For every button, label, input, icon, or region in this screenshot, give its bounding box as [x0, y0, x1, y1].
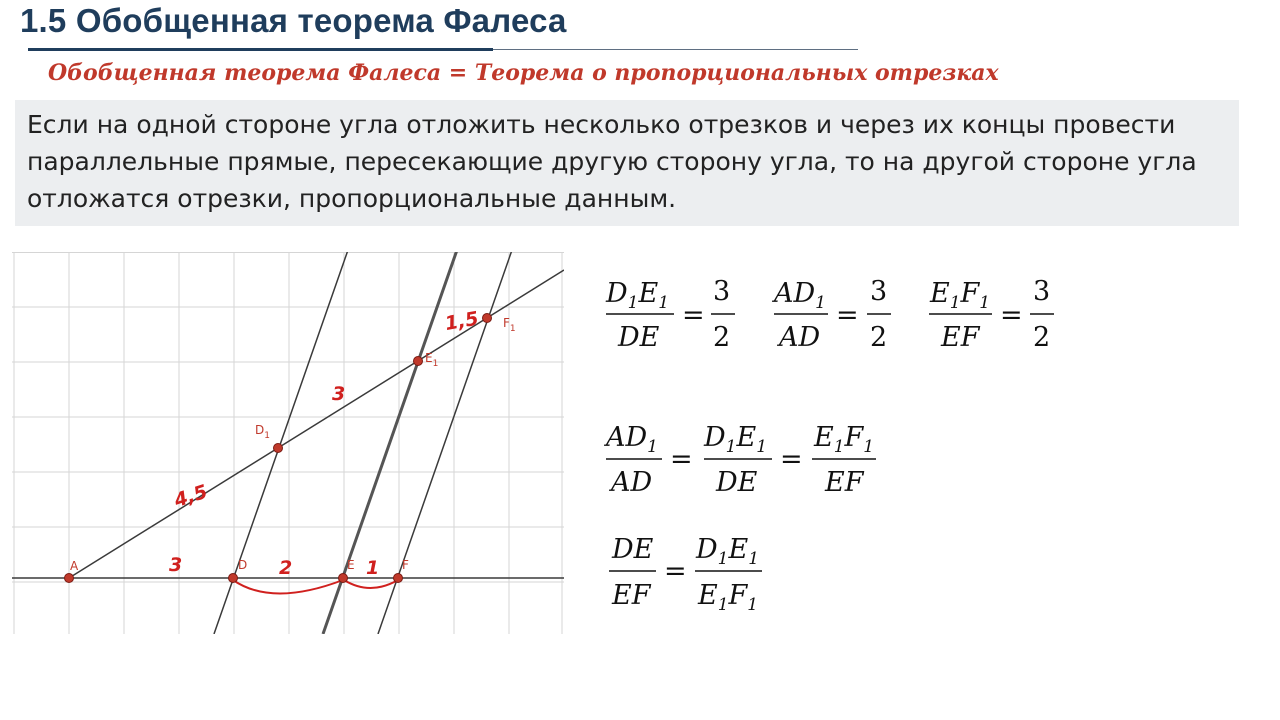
point-e [339, 574, 348, 583]
label-a: A [70, 559, 79, 573]
title-underline-thin [493, 49, 858, 50]
proportion-chain [603, 422, 876, 498]
svg-text:AD: AD [779, 322, 821, 353]
svg-text:DE: DE [716, 467, 758, 498]
slide-title: 1.5 Обобщенная теорема Фалеса [20, 2, 567, 39]
label-f: F [402, 558, 409, 572]
label-d1: $D_1$ [255, 423, 270, 441]
svg-text:2: 2 [870, 322, 888, 353]
svg-text:=: = [670, 444, 693, 475]
svg-text:=: = [1000, 300, 1023, 331]
svg-text:2: 2 [713, 322, 731, 353]
segment-ef-length: 1 [366, 557, 380, 579]
svg-text:=: = [836, 300, 859, 331]
svg-text:DE: DE [612, 534, 654, 565]
svg-text:AD1: $AD_1$ [774, 278, 826, 313]
label-d: D [238, 558, 248, 572]
svg-text:EF: EF [825, 467, 864, 498]
label-e: E [347, 558, 355, 572]
ratio-ad1-ad [771, 276, 891, 353]
ratio-de-ef [609, 534, 762, 615]
point-f [394, 574, 403, 583]
svg-text:EF: EF [612, 580, 651, 611]
svg-text:D1E1: $D_1E_1$ [696, 534, 760, 569]
svg-text:3: 3 [713, 276, 731, 307]
svg-text:2: 2 [1033, 322, 1051, 353]
point-d1 [274, 444, 283, 453]
svg-text:E1F1: $E_1F_1$ [698, 580, 759, 615]
segment-de-length: 2 [279, 557, 293, 579]
svg-text:=: = [664, 556, 687, 587]
theorem-line-1: Если на одной стороне угла отложить несколько отрезков и через их концы провести [27, 110, 1176, 139]
label-f1: $F_1$ [503, 316, 516, 334]
point-a [65, 574, 74, 583]
svg-text:AD: AD [611, 467, 653, 498]
arc-ef [344, 580, 398, 588]
svg-text:D1E1: $D_1E_1$ [606, 278, 670, 313]
ratio-e1f1-ef [929, 276, 1054, 353]
segment-e1f1-length: 1,5 [443, 307, 481, 336]
svg-text:DE: DE [618, 322, 660, 353]
svg-text:3: 3 [1033, 276, 1051, 307]
segment-ad-length: 3 [169, 554, 183, 576]
label-e1: $E_1$ [425, 351, 439, 369]
point-f1 [483, 314, 492, 323]
theorem-line-3: отложатся отрезки, пропорциональные данным. [27, 184, 677, 213]
point-e1 [414, 357, 423, 366]
geometry-figure [12, 252, 564, 634]
segment-d1e1-length: 3 [332, 383, 346, 405]
ratio-d1e1-de [605, 276, 735, 353]
svg-text:E1F1: $E_1F_1$ [814, 422, 875, 457]
theorem-box [15, 100, 1239, 226]
point-d [229, 574, 238, 583]
svg-text:EF: EF [941, 322, 980, 353]
svg-text:3: 3 [870, 276, 888, 307]
svg-text:=: = [780, 444, 803, 475]
segment-ad1-length: 4,5 [171, 480, 211, 513]
theorem-line-2: параллельные прямые, пересекающие другую сторону угла, то на другой стороне угла [27, 147, 1197, 176]
svg-text:AD1: $AD_1$ [606, 422, 658, 457]
subtitle: Обобщенная теорема Фалеса = Теорема о пропорциональных отрезках [48, 60, 999, 86]
svg-text:E1F1: $E_1F_1$ [930, 278, 991, 313]
svg-text:=: = [682, 300, 705, 331]
formulas [600, 262, 1070, 622]
title-underline [28, 48, 493, 51]
svg-text:D1E1: $D_1E_1$ [704, 422, 768, 457]
